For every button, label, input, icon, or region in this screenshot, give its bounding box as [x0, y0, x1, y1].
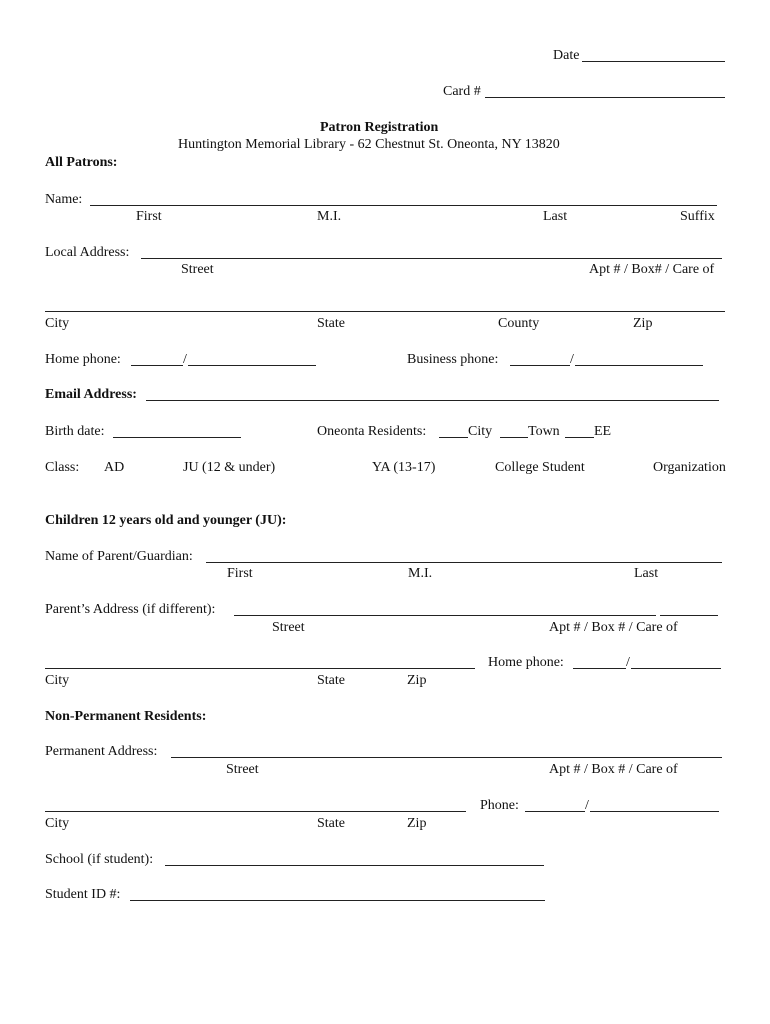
parent-name-sub-first: First [227, 566, 253, 581]
address-sub-zip: Zip [633, 316, 653, 331]
parent-name-sub-mi: M.I. [408, 566, 433, 581]
name-sub-last: Last [543, 209, 568, 224]
student-id-field[interactable] [130, 900, 545, 901]
address-sub-state: State [317, 316, 345, 331]
parent-address-apt-field[interactable] [660, 615, 718, 616]
school-field[interactable] [165, 865, 544, 866]
oneonta-town-blank[interactable] [500, 437, 528, 438]
parent-name-sub-last: Last [634, 566, 659, 581]
parent-home-phone-label: Home phone: [488, 655, 564, 670]
home-phone-number-field[interactable] [188, 365, 316, 366]
class-option-ju[interactable]: JU (12 & under) [183, 460, 276, 475]
email-field[interactable] [146, 400, 719, 401]
name-label: Name: [45, 192, 83, 207]
local-address-label: Local Address: [45, 245, 130, 260]
local-address-field[interactable] [141, 258, 722, 259]
permanent-address-field[interactable] [171, 757, 722, 758]
permanent-city-state-line-field[interactable] [45, 811, 466, 812]
name-sub-first: First [136, 209, 162, 224]
parent-home-phone-number-field[interactable] [631, 668, 721, 669]
parent-address-sub-city: City [45, 673, 70, 688]
parent-address-label: Parent’s Address (if different): [45, 602, 216, 617]
permanent-phone-label: Phone: [480, 798, 519, 813]
birth-date-label: Birth date: [45, 424, 105, 439]
card-number-label: Card # [443, 84, 481, 99]
business-phone-number-field[interactable] [575, 365, 703, 366]
business-phone-label: Business phone: [407, 352, 499, 367]
oneonta-residents-label: Oneonta Residents: [317, 424, 427, 439]
home-phone-label: Home phone: [45, 352, 121, 367]
parent-home-phone-area-code-field[interactable] [573, 668, 626, 669]
date-field[interactable] [582, 61, 725, 62]
permanent-address-label: Permanent Address: [45, 744, 158, 759]
name-field[interactable] [90, 205, 717, 206]
section-heading-all-patrons: All Patrons: [45, 155, 118, 170]
address-sub-city: City [45, 316, 70, 331]
parent-address-sub-apt: Apt # / Box # / Care of [549, 620, 678, 635]
business-phone-separator: / [570, 352, 574, 367]
library-address: Huntington Memorial Library - 62 Chestnut St. Oneonta, NY 13820 [178, 137, 560, 152]
address-sub-street: Street [181, 262, 214, 277]
parent-address-field[interactable] [234, 615, 656, 616]
class-option-organization[interactable]: Organization [653, 460, 726, 475]
parent-address-sub-state: State [317, 673, 345, 688]
city-state-line-field[interactable] [45, 311, 725, 312]
permanent-address-sub-state: State [317, 816, 345, 831]
oneonta-ee-blank[interactable] [565, 437, 594, 438]
parent-address-sub-street: Street [272, 620, 305, 635]
class-option-college-student[interactable]: College Student [495, 460, 585, 475]
email-label: Email Address: [45, 387, 137, 402]
home-phone-area-code-field[interactable] [131, 365, 183, 366]
oneonta-option-town: Town [528, 424, 560, 439]
permanent-address-sub-zip: Zip [407, 816, 427, 831]
class-option-ad[interactable]: AD [104, 460, 125, 475]
permanent-address-sub-city: City [45, 816, 70, 831]
student-id-label: Student ID #: [45, 887, 121, 902]
parent-name-label: Name of Parent/Guardian: [45, 549, 193, 564]
class-label: Class: [45, 460, 80, 475]
parent-name-field[interactable] [206, 562, 722, 563]
parent-home-phone-separator: / [626, 655, 630, 670]
address-sub-county: County [498, 316, 540, 331]
parent-city-state-line-field[interactable] [45, 668, 475, 669]
class-option-ya[interactable]: YA (13-17) [372, 460, 436, 475]
permanent-address-sub-apt: Apt # / Box # / Care of [549, 762, 678, 777]
birth-date-field[interactable] [113, 437, 241, 438]
business-phone-area-code-field[interactable] [510, 365, 570, 366]
parent-address-sub-zip: Zip [407, 673, 427, 688]
permanent-address-sub-street: Street [226, 762, 259, 777]
oneonta-option-ee: EE [594, 424, 612, 439]
permanent-phone-number-field[interactable] [590, 811, 719, 812]
oneonta-city-blank[interactable] [439, 437, 468, 438]
oneonta-option-city: City [468, 424, 493, 439]
date-label: Date [553, 48, 580, 63]
home-phone-separator: / [183, 352, 187, 367]
school-label: School (if student): [45, 852, 154, 867]
section-heading-children: Children 12 years old and younger (JU): [45, 513, 287, 528]
name-sub-mi: M.I. [317, 209, 342, 224]
section-heading-non-permanent: Non-Permanent Residents: [45, 709, 207, 724]
address-sub-apt: Apt # / Box# / Care of [589, 262, 715, 277]
name-sub-suffix: Suffix [680, 209, 715, 224]
card-number-field[interactable] [485, 97, 725, 98]
permanent-phone-separator: / [585, 798, 589, 813]
permanent-phone-area-code-field[interactable] [525, 811, 585, 812]
page-title: Patron Registration [320, 120, 439, 135]
